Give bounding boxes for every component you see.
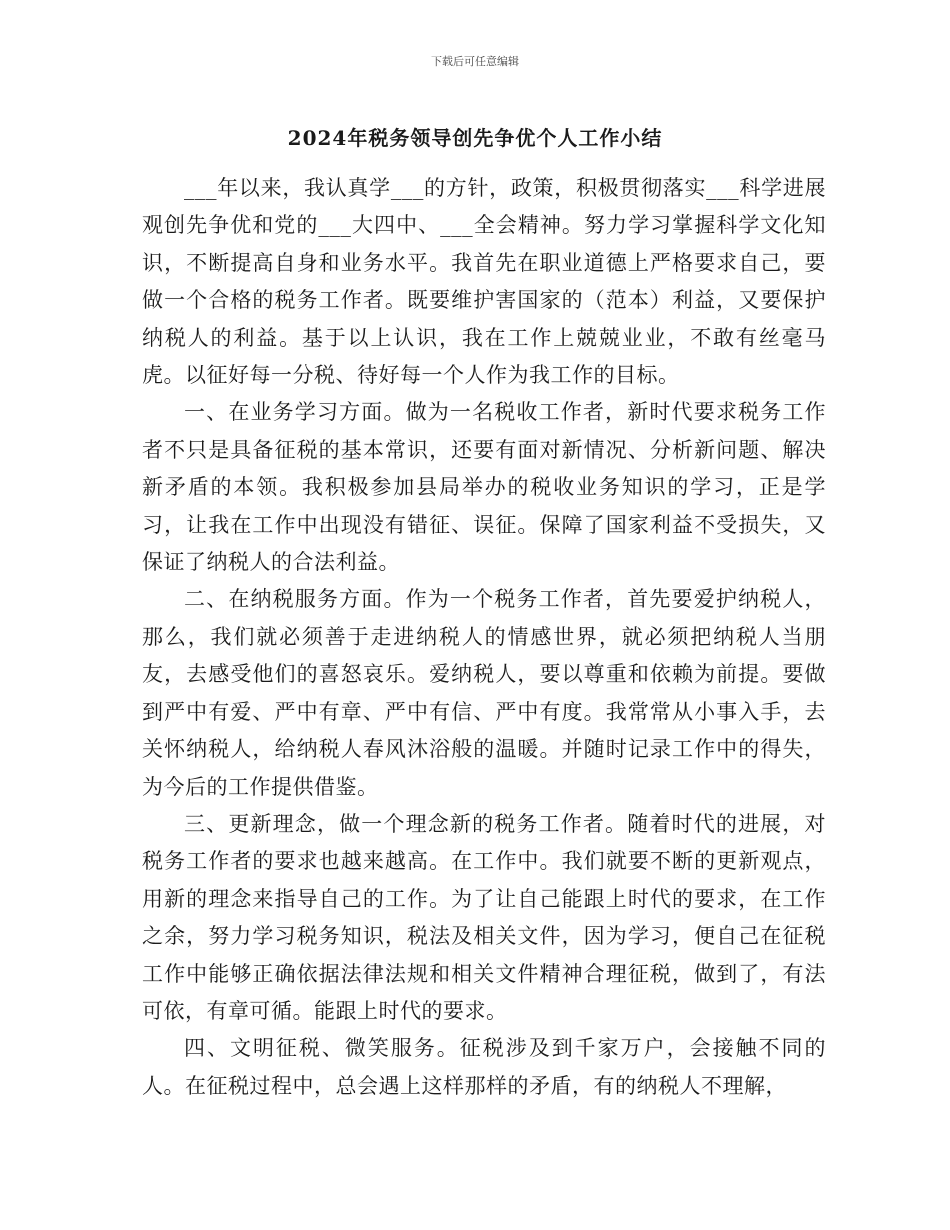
document-body xyxy=(142,170,826,1105)
paragraph-section-1: 一、在业务学习方面。做为一名税收工作者，新时代要求税务工作者不只是具备征税的基本常识，还要有面对新情况、分析新问题、解决新矛盾的本领。我积极参加县局举办的税收业务知识的学习，正是学习，让我在工作中出现没有错征、误征。保障了国家利益不受损失，又保证了纳税人的合法利益。 xyxy=(142,400,826,575)
paragraph-intro: ___年以来，我认真学___的方针，政策，积极贯彻落实___科学进展观创先争优和党的___大四中、___全会精神。努力学习掌握科学文化知识，不断提高自身和业务水平。我首先在职业道德上严格要求自己，要做一个合格的税务工作者。既要维护害国家的（范本）利益，又要保护纳税人的利益。基于以上认识，我在工作上兢兢业业，不敢有丝毫马虎。以征好每一分税、待好每一个人作为我工作的目标。 xyxy=(142,176,826,388)
paragraph-section-2: 二、在纳税服务方面。作为一个税务工作者，首先要爱护纳税人，那么，我们就必须善于走进纳税人的情感世界，就必须把纳税人当朋友，去感受他们的喜怒哀乐。爱纳税人，要以尊重和依赖为前提。要做到严中有爱、严中有章、严中有信、严中有度。我常常从小事入手，去关怀纳税人，给纳税人春风沐浴般的温暖。并随时记录工作中的得失，为今后的工作提供借鉴。 xyxy=(142,587,826,799)
paragraph-section-4: 四、文明征税、微笑服务。征税涉及到千家万户，会接触不同的人。在征税过程中，总会遇上这样那样的矛盾，有的纳税人不理解， xyxy=(142,1036,826,1098)
document-title: 2024年税务领导创先争优个人工作小结 xyxy=(287,126,663,150)
paragraph-section-3: 三、更新理念，做一个理念新的税务工作者。随着时代的进展，对税务工作者的要求也越来越高。在工作中。我们就要不断的更新观点，用新的理念来指导自己的工作。为了让自己能跟上时代的要求，在工作之余，努力学习税务知识，税法及相关文件，因为学习，便自己在征税工作中能够正确依据法律法规和相关文件精神合理征税，做到了，有法可依，有章可循。能跟上时代的要求。 xyxy=(142,811,826,1023)
page-header-note: 下载后可任意编辑 xyxy=(431,55,519,68)
